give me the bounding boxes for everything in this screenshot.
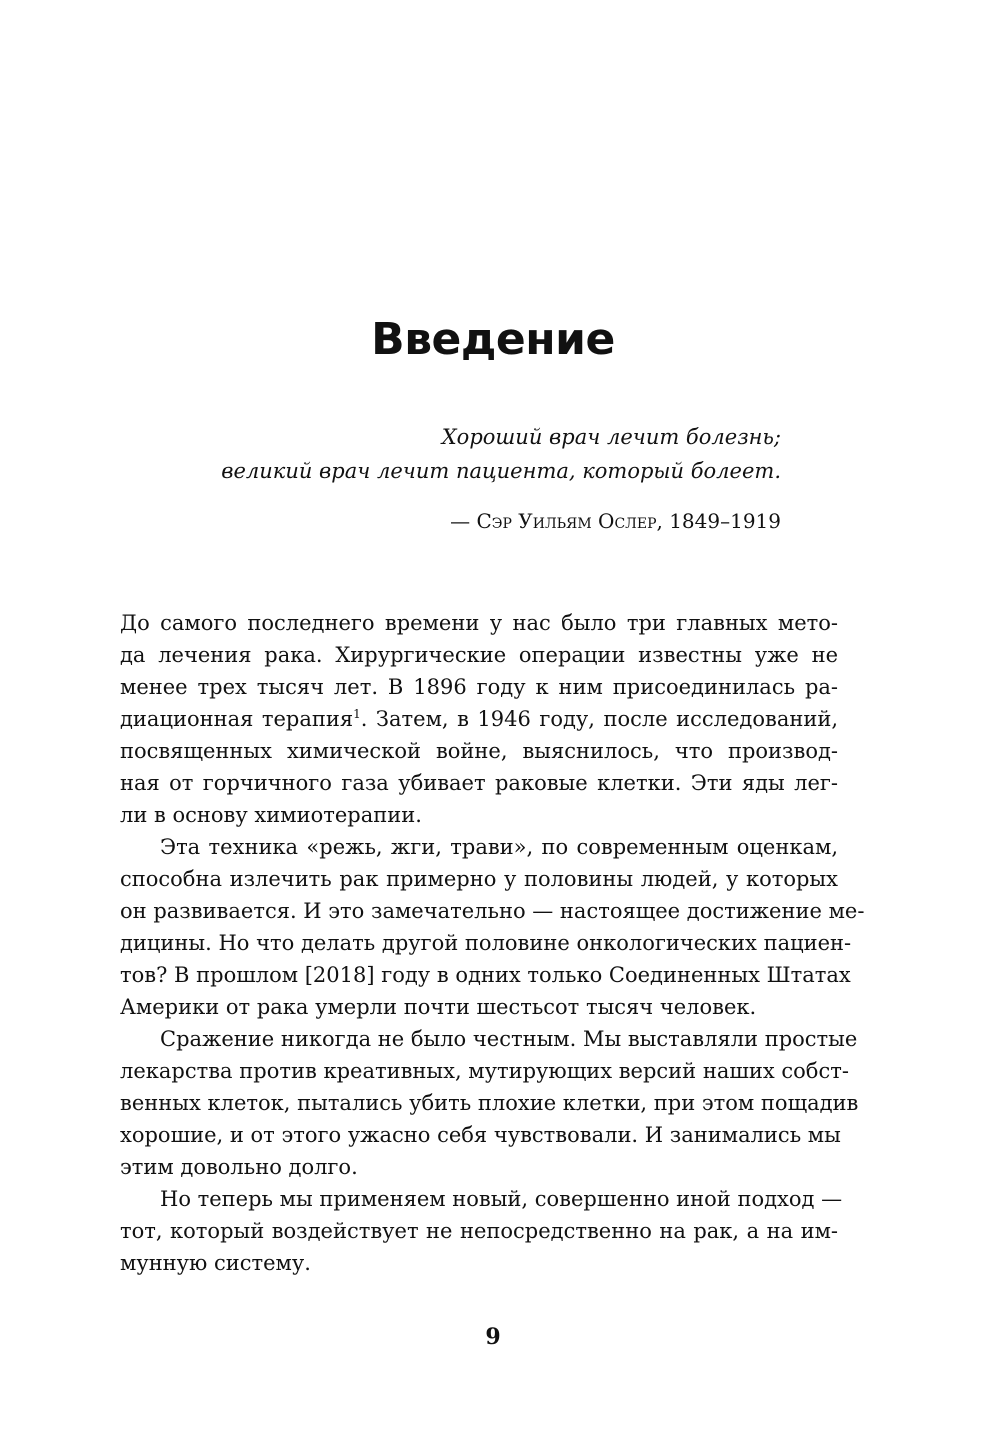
text-line: лекарства против креативных, мутирующих версий наших собст- [120, 1059, 849, 1083]
text-line: тов? В прошлом [2018] году в одних только Соединенных Штатах [120, 963, 851, 987]
paragraph [120, 1183, 843, 1279]
text-line: посвященных химической войне, выяснилось, что производ- [120, 739, 838, 763]
page-number: 9 [485, 1324, 501, 1350]
text-line: мунную систему. [120, 1251, 311, 1275]
text-line: этим довольно долго. [120, 1155, 358, 1179]
body-text [120, 607, 865, 1279]
attribution-years: 1849–1919 [662, 509, 781, 533]
text-line [120, 703, 838, 735]
text-line: Но теперь мы применяем новый, совершенно иной подход — [160, 1187, 843, 1211]
text-line: менее трех тысяч лет. В 1896 году к ним присоединилась ра- [120, 675, 838, 699]
text-line: Эта техника «режь, жги, трави», по современным оценкам, [160, 835, 838, 859]
epigraph-attribution [141, 504, 781, 538]
text-line: да лечения рака. Хирургические операции известны уже не [120, 643, 838, 667]
attribution-author: Сэр Уильям Ослер, [476, 509, 663, 533]
footnote-mark[interactable]: 1 [353, 707, 361, 721]
paragraph [120, 607, 838, 831]
paragraph [120, 831, 865, 1023]
epigraph-line: великий врач лечит пациента, который болеет. [221, 459, 781, 483]
attribution-dash: — [450, 509, 477, 533]
text-line: ная от горчичного газа убивает раковые клетки. Эти яды лег- [120, 771, 838, 795]
chapter-title: Введение [371, 314, 615, 365]
text-line: хорошие, и от этого ужасно себя чувствовали. И занимались мы [120, 1123, 841, 1147]
text-line: он развивается. И это замечательно — настоящее достижение ме- [120, 899, 865, 923]
text-line: ли в основу химиотерапии. [120, 803, 422, 827]
paragraph [120, 1023, 859, 1183]
text-line: Сражение никогда не было честным. Мы выставляли простые [160, 1027, 858, 1051]
text-line: Америки от рака умерли почти шестьсот тысяч человек. [120, 995, 757, 1019]
text-line: тот, который воздействует не непосредственно на рак, а на им- [120, 1219, 838, 1243]
text-line: венных клеток, пытались убить плохие клетки, при этом пощадив [120, 1091, 859, 1115]
epigraph [141, 420, 781, 488]
text-fragment: диационная терапия [120, 707, 354, 731]
text-line: дицины. Но что делать другой половине онкологических пациен- [120, 931, 852, 955]
text-line: До самого последнего времени у нас было три главных мето- [120, 611, 838, 635]
text-fragment: . Затем, в 1946 году, после исследований, [360, 707, 839, 731]
text-line: способна излечить рак примерно у половины людей, у которых [120, 867, 838, 891]
epigraph-line: Хороший врач лечит болезнь; [441, 425, 781, 449]
